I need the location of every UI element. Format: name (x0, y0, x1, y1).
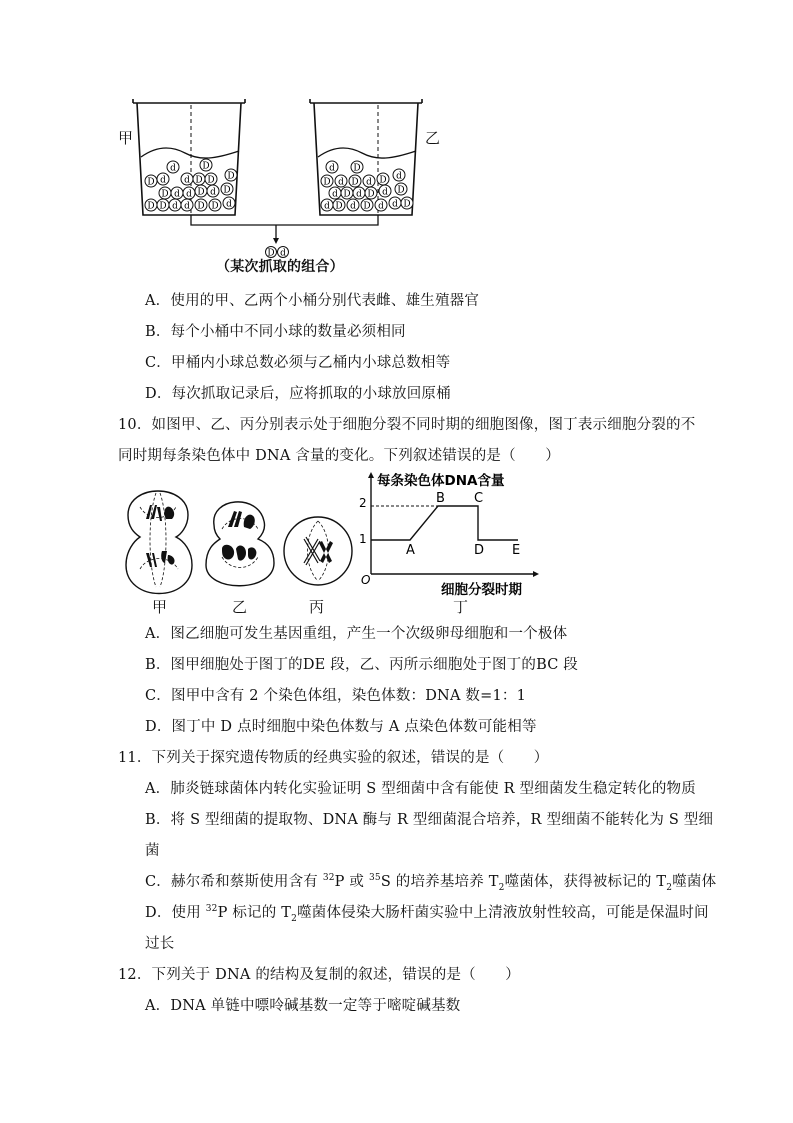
ball-letter: D (161, 189, 169, 200)
q11-option-c: C．赫尔希和蔡斯使用含有 $^{32}$P 或 $^{35}$S 的培养基培养 $T_2$噬菌体，获得被标记的 $T_2$噬菌体 (145, 873, 717, 893)
q9-option-a: A．使用的甲、乙两个小桶分别代表雌、雄生殖器官 (145, 293, 480, 309)
q10-option-b: B．图甲细胞处于图丁的DE 段，乙、丙所示细胞处于图丁的BC 段 (145, 657, 579, 673)
q11-option-a: A．肺炎链球菌体内转化实验证明 S 型细菌中含有能使 R 型细菌发生稳定转化的物质 (145, 781, 696, 797)
ball-letter: D (335, 201, 343, 212)
ball-letter: d (172, 201, 178, 212)
bucket-caption: （某次抓取的组合） (216, 259, 344, 275)
point-label-C: C (474, 491, 484, 506)
ball-letter: d (338, 177, 344, 188)
ball-letter: D (211, 201, 219, 212)
ball-letter: d (184, 201, 190, 212)
q10-stem-line2: 同时期每条染色体中 DNA 含量的变化。下列叙述错误的是（ ） (118, 448, 560, 464)
ball-letter: d (350, 201, 356, 212)
ball-letter: D (223, 185, 231, 196)
x-axis-label: 细胞分裂时期 (441, 582, 522, 598)
ball-letter: d (170, 163, 176, 174)
ball-letter: D (397, 185, 405, 196)
point-label-D: D (474, 543, 485, 558)
ball-letter: d (382, 187, 388, 198)
point-label-E: E (512, 543, 521, 558)
ball-letter: d (366, 177, 372, 188)
ball-letter: D (323, 177, 331, 188)
ball-letter: d (324, 201, 330, 212)
dna-chart (355, 470, 540, 610)
ball-letter: D (159, 201, 167, 212)
x-axis-arrow (533, 571, 539, 577)
cell-yi-chromosomes (222, 511, 256, 561)
cell-label-yi: 乙 (232, 598, 248, 616)
result-ball-D: D (267, 248, 275, 259)
bucket-label-left: 甲 (118, 129, 134, 147)
ball-letter: d (329, 163, 335, 174)
ball-letter: d (160, 175, 166, 186)
q9-option-c: C．甲桶内小球总数必须与乙桶内小球总数相等 (145, 355, 451, 371)
ball-letter: d (378, 201, 384, 212)
ball-letter: d (226, 199, 232, 210)
cell-bing-chromosomes (304, 537, 333, 565)
ball-letter: D (353, 163, 361, 174)
cell-bing (284, 517, 352, 585)
ball-letter: D (403, 199, 411, 210)
ball-letter: D (207, 175, 215, 186)
origin-label: O (361, 573, 371, 587)
cell-label-bing: 丙 (309, 598, 325, 616)
cell-label-ding: 丁 (453, 598, 469, 616)
y-axis-arrow (368, 472, 374, 478)
ball-letter: D (195, 175, 203, 186)
q11-option-b-line1: B．将 S 型细菌的提取物、DNA 酶与 R 型细菌混合培养，R 型细菌不能转化为 S 型细 (145, 812, 714, 828)
q12-stem: 12．下列关于 DNA 的结构及复制的叙述，错误的是（ ） (118, 967, 520, 983)
ball-letter: D (363, 201, 371, 212)
y-axis-label: 每条染色体DNA含量 (377, 473, 505, 489)
ball-letter: D (197, 201, 205, 212)
ball-letter: D (367, 189, 375, 200)
ball-letter: d (184, 175, 190, 186)
cell-figures (118, 485, 371, 610)
ball-letter: D (147, 177, 155, 188)
ball-letter: D (351, 177, 359, 188)
ball-letter: d (356, 189, 362, 200)
right-bucket-balls (321, 161, 413, 212)
q11-option-d-line2: 过长 (145, 936, 175, 952)
ball-letter: d (332, 189, 338, 200)
q9-option-b: B．每个小桶中不同小球的数量必须相同 (145, 324, 406, 340)
ball-letter: d (174, 189, 180, 200)
dna-content-line (371, 506, 518, 540)
q11-option-b-line2: 菌 (145, 843, 160, 859)
ball-letter: D (343, 189, 351, 200)
ball-letter: D (197, 187, 205, 198)
q10-stem-line1: 10．如图甲、乙、丙分别表示处于细胞分裂不同时期的细胞图像，图丁表示细胞分裂的不 (118, 417, 696, 433)
ball-letter: d (186, 189, 192, 200)
ball-letter: d (210, 187, 216, 198)
ball-letter: d (396, 171, 402, 182)
q11-option-d-line1: D．使用 $^{32}$P 标记的 $T_2$噬菌体侵染大肠杆菌实验中上清液放射性较高，可能是保温时间 (145, 904, 709, 924)
q10-option-c: C．图甲中含有 2 个染色体组，染色体数：DNA 数=1：1 (145, 688, 527, 704)
ball-letter: D (379, 175, 387, 186)
point-label-B: B (436, 491, 445, 506)
cell-label-jia: 甲 (152, 598, 168, 616)
q10-option-d: D．图丁中 D 点时细胞中染色体数与 A 点染色体数可能相等 (145, 719, 537, 735)
ball-letter: D (202, 161, 210, 172)
bucket-label-right: 乙 (425, 129, 441, 147)
q9-option-d: D．每次抓取记录后，应将抓取的小球放回原桶 (145, 386, 451, 402)
y-tick-2: 2 (359, 496, 367, 510)
y-tick-1: 1 (359, 532, 367, 546)
q11-stem: 11．下列关于探究遗传物质的经典实验的叙述，错误的是（ ） (118, 750, 549, 766)
cell-jia (126, 491, 192, 594)
result-ball-d: d (280, 248, 286, 259)
ball-letter: D (227, 171, 235, 182)
ball-letter: d (392, 199, 398, 210)
point-label-A: A (406, 543, 415, 558)
q10-option-a: A．图乙细胞可发生基因重组，产生一个次级卵母细胞和一个极体 (145, 626, 568, 642)
ball-letter: D (147, 201, 155, 212)
q12-option-a: A．DNA 单链中嘌呤碱基数一定等于嘧啶碱基数 (145, 998, 461, 1014)
